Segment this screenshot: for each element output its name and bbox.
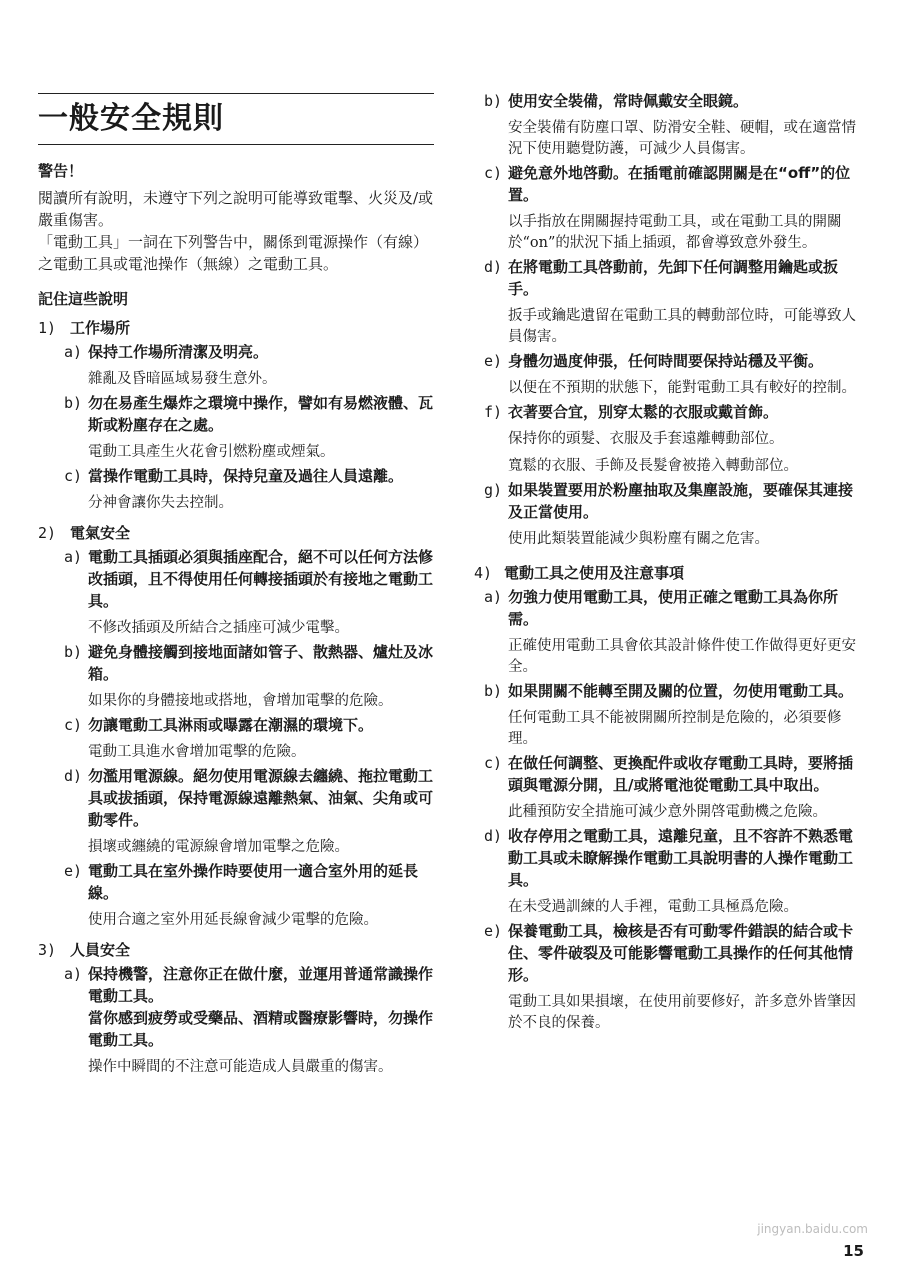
section-title: 工作場所 [70, 319, 131, 337]
item-letter: b) [484, 92, 503, 110]
watermark: jingyan.baidu.com [757, 1222, 868, 1236]
item-note: 以手指放在開關握持電動工具，或在電動工具的開關於“on”的狀況下插上插頭，都會導致意外發生。 [508, 214, 842, 251]
list-item [484, 479, 858, 550]
list-item [484, 162, 858, 254]
list-item [484, 401, 858, 477]
item-letter: b) [64, 394, 83, 412]
item-letter: d) [64, 767, 83, 785]
item-note: 使用此類裝置能減少與粉塵有關之危害。 [508, 531, 769, 547]
item-letter: e) [64, 862, 83, 880]
item-note: 扳手或鑰匙遺留在電動工具的轉動部位時，可能導致人員傷害。 [508, 308, 856, 345]
list-item [64, 392, 434, 463]
item-note: 分神會讓你失去控制。 [88, 495, 233, 511]
intro-paragraph: 「電動工具」一詞在下列警告中，關係到電源操作（有線）之電動工具或電池操作（無線）之電動工具。 [38, 233, 429, 273]
page-title-rule [38, 93, 434, 145]
list-item [64, 765, 434, 858]
item-title: 勿強力使用電動工具，使用正確之電動工具為你所需。 [508, 588, 839, 628]
list-item [64, 641, 434, 712]
list-item [64, 341, 434, 390]
item-note: 電動工具產生火花會引燃粉塵或煙氣。 [88, 444, 335, 460]
item-letter: g) [484, 481, 503, 499]
item-note: 安全裝備有防塵口罩、防滑安全鞋、硬帽，或在適當情況下使用聽覺防護，可減少人員傷害。 [508, 120, 856, 157]
section-title: 電動工具之使用及注意事項 [504, 564, 685, 582]
list-item [64, 714, 434, 763]
list-item [64, 963, 434, 1078]
section-heading [38, 317, 434, 339]
section-number: 3) [38, 941, 57, 959]
item-title: 避免身體接觸到接地面諸如管子、散熱器、爐灶及冰箱。 [88, 643, 434, 683]
item-note: 如果你的身體接地或搭地，會增加電擊的危險。 [88, 693, 393, 709]
list-item [64, 860, 434, 931]
item-note: 雜亂及昏暗區域易發生意外。 [88, 371, 277, 387]
item-note: 任何電動工具不能被開關所控制是危險的，必須要修理。 [508, 710, 842, 747]
item-title: 如果開關不能轉至開及關的位置，勿使用電動工具。 [508, 682, 854, 700]
list-item [484, 920, 858, 1034]
section-title: 電氣安全 [70, 524, 131, 542]
item-title: 當操作電動工具時，保持兒童及過往人員遠離。 [88, 467, 404, 485]
right-column [474, 0, 858, 1036]
list-item [484, 350, 858, 399]
section-number: 2) [38, 524, 57, 542]
list-item [484, 90, 858, 160]
item-note: 操作中瞬間的不注意可能造成人員嚴重的傷害。 [88, 1059, 393, 1075]
item-title: 電動工具在室外操作時要使用一適合室外用的延長線。 [88, 862, 419, 902]
list-item [484, 752, 858, 823]
item-note: 正確使用電動工具會依其設計條件使工作做得更好更安全。 [508, 638, 856, 675]
item-letter: d) [484, 827, 503, 845]
remember-heading: 記住這些說明 [38, 290, 129, 308]
item-title: 保持機警，注意你正在做什麼，並運用普通常識操作電動工具。 [88, 965, 434, 1005]
item-note: 使用合適之室外用延長線會減少電擊的危險。 [88, 912, 378, 928]
item-note: 寬鬆的衣服、手飾及長髮會被捲入轉動部位。 [508, 458, 798, 474]
item-letter: e) [484, 922, 503, 940]
item-title: 衣著要合宜，別穿太鬆的衣服或戴首飾。 [508, 403, 779, 421]
item-title: 身體勿過度伸張，任何時間要保持站穩及平衡。 [508, 352, 824, 370]
item-note: 以便在不預期的狀態下，能對電動工具有較好的控制。 [508, 380, 856, 396]
item-title: 保養電動工具，檢核是否有可動零件錯誤的結合或卡住、零件破裂及可能影響電動工具操作的任何其他情形。 [508, 922, 854, 984]
list-item [484, 680, 858, 750]
item-letter: d) [484, 258, 503, 276]
item-letter: b) [64, 643, 83, 661]
item-letter: a) [484, 588, 503, 606]
item-letter: c) [484, 164, 503, 182]
item-letter: b) [484, 682, 503, 700]
item-title: 在做任何調整、更換配件或收存電動工具時，要將插頭與電源分開，且/或將電池從電動工具中取出。 [508, 754, 854, 794]
item-note: 電動工具進水會增加電擊的危險。 [88, 744, 306, 760]
list-item [484, 825, 858, 918]
list-item [484, 256, 858, 348]
item-title: 保持工作場所清潔及明亮。 [88, 343, 269, 361]
item-note: 此種預防安全措施可減少意外開啓電動機之危險。 [508, 804, 827, 820]
item-note: 不修改插頭及所結合之插座可減少電擊。 [88, 620, 349, 636]
item-title: 在將電動工具啓動前，先卸下任何調整用鑰匙或扳手。 [508, 258, 839, 298]
list-item [64, 465, 434, 514]
item-title: 避免意外地啓動。在插電前確認開關是在“off”的位置。 [508, 164, 851, 204]
intro-paragraph: 閱讀所有說明，未遵守下列之說明可能導致電擊、火災及/或嚴重傷害。 [38, 189, 434, 229]
item-letter: a) [64, 343, 83, 361]
list-item [64, 546, 434, 639]
warning-label: 警告！ [38, 162, 84, 180]
item-letter: c) [64, 467, 83, 485]
item-letter: a) [64, 965, 83, 983]
page-title: 一般安全規則 [38, 101, 224, 136]
item-note: 在未受過訓練的人手裡，電動工具極爲危險。 [508, 899, 798, 915]
item-letter: f) [484, 403, 503, 421]
section-number: 1) [38, 319, 57, 337]
item-title: 勿濫用電源線。絕勿使用電源線去纏繞、拖拉電動工具或拔插頭，保持電源線遠離熱氣、油氣、尖角或可動零件。 [88, 767, 434, 829]
item-letter: a) [64, 548, 83, 566]
item-letter: e) [484, 352, 503, 370]
section-title: 人員安全 [70, 941, 131, 959]
item-letter: c) [64, 716, 83, 734]
section-heading [38, 939, 434, 961]
item-note: 電動工具如果損壞，在使用前要修好，許多意外皆肇因於不良的保養。 [508, 994, 856, 1031]
item-title: 電動工具插頭必須與插座配合，絕不可以任何方法修改插頭，且不得使用任何轉接插頭於有接地之電動工具。 [88, 548, 434, 610]
item-title: 使用安全裝備，常時佩戴安全眼鏡。 [508, 92, 749, 110]
item-note: 保持你的頭髮、衣服及手套遠離轉動部位。 [508, 431, 784, 447]
section-heading [38, 522, 434, 544]
list-item [484, 586, 858, 678]
item-letter: c) [484, 754, 503, 772]
item-note: 損壞或纏繞的電源線會增加電擊之危險。 [88, 839, 349, 855]
item-title: 勿在易產生爆炸之環境中操作，譬如有易燃液體、瓦斯或粉塵存在之處。 [88, 394, 434, 434]
item-title: 當你感到疲勞或受藥品、酒精或醫療影響時，勿操作電動工具。 [88, 1009, 434, 1049]
page-number: 15 [843, 1242, 864, 1260]
section-heading [474, 562, 858, 584]
item-title: 收存停用之電動工具，遠離兒童，且不容許不熟悉電動工具或未瞭解操作電動工具說明書的人操作電動工具。 [508, 827, 854, 889]
section-number: 4) [474, 564, 493, 582]
left-column [38, 0, 434, 1080]
item-title: 如果裝置要用於粉塵抽取及集塵設施，要確保其連接及正當使用。 [508, 481, 854, 521]
item-title: 勿讓電動工具淋雨或曝露在潮濕的環境下。 [88, 716, 374, 734]
